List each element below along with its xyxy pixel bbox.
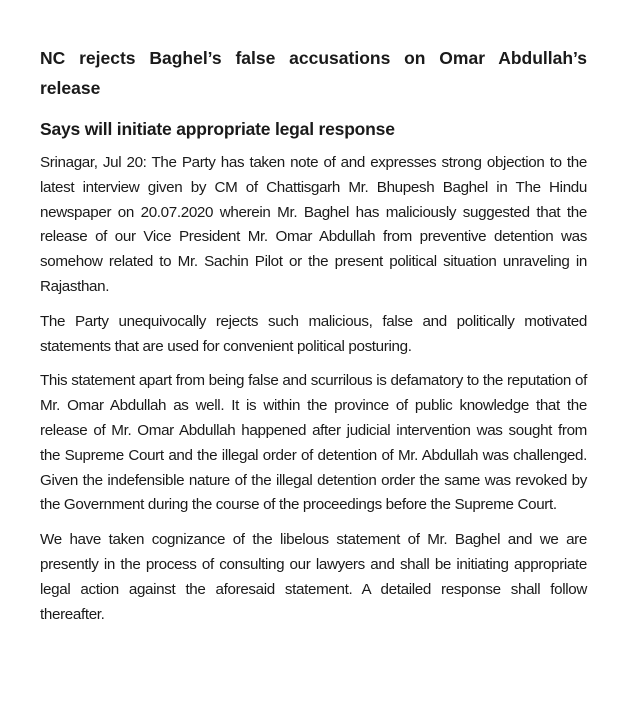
paragraph-defamation: This statement apart from being false and scurrilous is defamatory to the reputation of Mr. Omar Abdullah as well. It is within the province of public knowledge that the release of Mr. Omar Abdullah happened after judicial intervention was sought from the Supreme Court and the illegal order of detention of Mr. Abdullah was challenged. Given the indefensible nature of the illegal detention order the same was revoked by the Government during the course of the proceedings before the Supreme Court.: [40, 372, 587, 514]
paragraph-rejection: The Party unequivocally rejects such malicious, false and politically motivated statements that are used for convenient political posturing.: [40, 312, 587, 355]
press-release: [40, 43, 587, 637]
headline: NC rejects Baghel’s false accusations on Omar Abdullah’s release: [40, 48, 587, 98]
subheadline: Says will initiate appropriate legal response: [40, 119, 395, 139]
paragraph-legal-action: We have taken cognizance of the libelous statement of Mr. Baghel and we are presently in the process of consulting our lawyers and shall be initiating appropriate legal action against the aforesaid statement. A detailed response shall follow thereafter.: [40, 531, 587, 623]
paragraph-intro: Srinagar, Jul 20: The Party has taken note of and expresses strong objection to the latest interview given by CM of Chattisgarh Mr. Bhupesh Baghel in The Hindu newspaper on 20.07.2020 wherein Mr. Baghel has maliciously suggested that the release of our Vice President Mr. Omar Abdullah from preventive detention was somehow related to Mr. Sachin Pilot or the present political situation unraveling in Rajasthan.: [40, 154, 587, 295]
